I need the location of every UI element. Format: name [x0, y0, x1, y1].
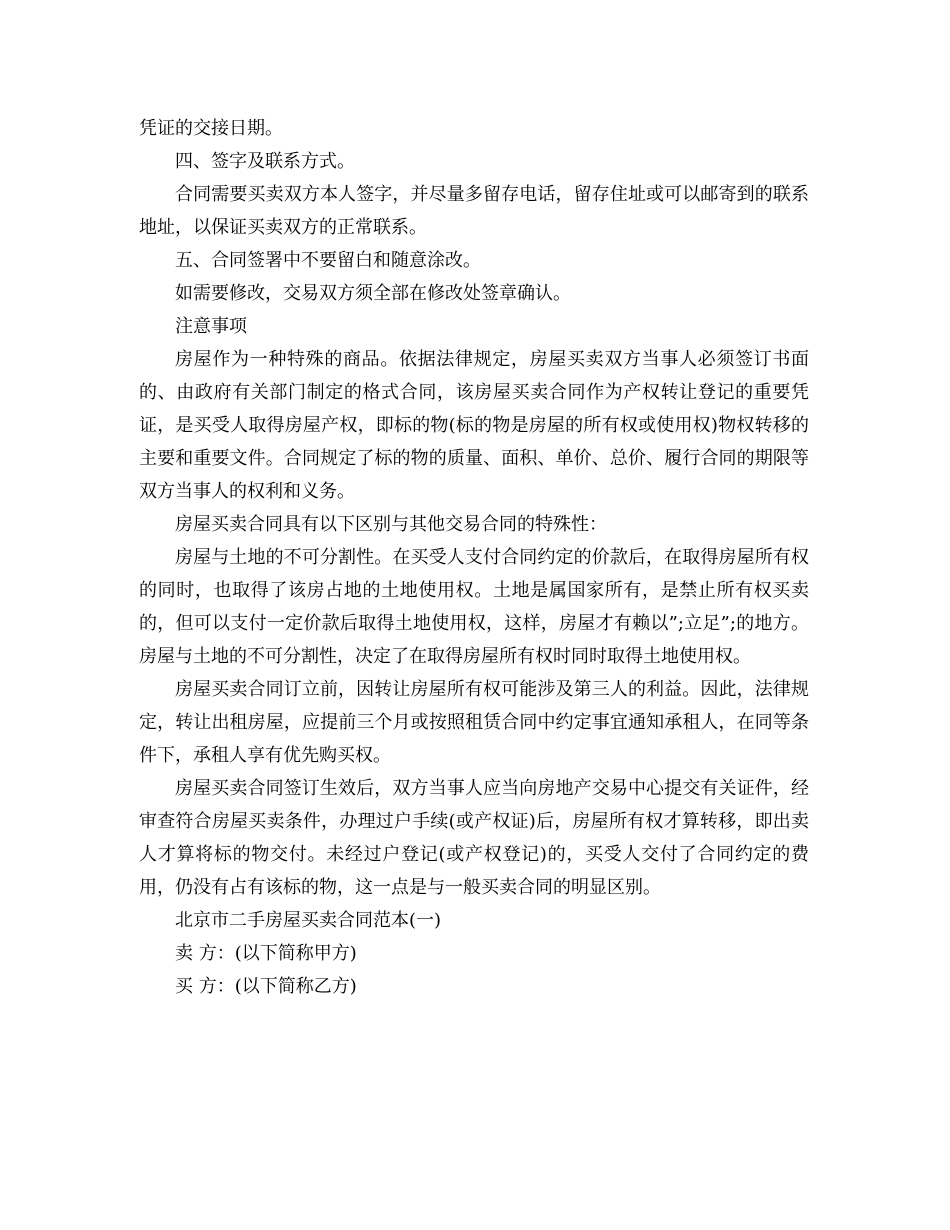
paragraph-9: 房屋与土地的不可分割性。在买受人支付合同约定的价款后，在取得房屋所有权的同时，也取得了该房占地的土地使用权。土地是属国家所有，是禁止所有权买卖的，但可以支付一定价款后取得土地使用权，这样，房屋才有赖以”;立足”;的地方。房屋与土地的不可分割性，决定了在取得房屋所有权时同时取得土地使用权。 — [139, 547, 809, 667]
paragraph-7: 房屋作为一种特殊的商品。依据法律规定，房屋买卖双方当事人必须签订书面的、由政府有关部门制定的格式合同，该房屋买卖合同作为产权转让登记的重要凭证，是买受人取得房屋产权，即标的物(标的物是房屋的所有权或使用权)物权转移的主要和重要文件。合同规定了标的物的质量、面积、单价、总价、履行合同的期限等双方当事人的权利和义务。 — [139, 349, 809, 502]
paragraph-10: 房屋买卖合同订立前，因转让房屋所有权可能涉及第三人的利益。因此，法律规定，转让出租房屋，应提前三个月或按照租赁合同中约定事宜通知承租人，在同等条件下，承租人享有优先购买权。 — [139, 679, 809, 766]
paragraph-5: 如需要修改，交易双方须全部在修改处签章确认。 — [175, 283, 571, 304]
document-body — [139, 112, 809, 1003]
paragraph-11: 房屋买卖合同签订生效后，双方当事人应当向房地产交易中心提交有关证件，经审查符合房屋买卖条件，办理过户手续(或产权证)后，房屋所有权才算转移，即出卖人才算将标的物交付。未经过户登记(或产权登记)的，买受人交付了合同约定的费用，仍没有占有该标的物，这一点是与一般买卖合同的明显区别。 — [139, 778, 809, 898]
paragraph-2-heading-signature: 四、签字及联系方式。 — [175, 151, 355, 172]
paragraph-3: 合同需要买卖双方本人签字，并尽量多留存电话，留存住址或可以邮寄到的联系地址，以保证买卖双方的正常联系。 — [139, 184, 809, 238]
paragraph-4-heading-no-blank: 五、合同签署中不要留白和随意涂改。 — [175, 250, 481, 271]
paragraph-13-seller: 卖 方：(以下简称甲方) — [175, 943, 357, 964]
paragraph-12-contract-title: 北京市二手房屋买卖合同范本(一) — [175, 910, 442, 931]
paragraph-14-buyer: 买 方：(以下简称乙方) — [175, 976, 357, 997]
paragraph-8: 房屋买卖合同具有以下区别与其他交易合同的特殊性： — [175, 514, 607, 535]
paragraph-1: 凭证的交接日期。 — [139, 118, 283, 139]
paragraph-6-heading-notes: 注意事项 — [175, 316, 247, 337]
